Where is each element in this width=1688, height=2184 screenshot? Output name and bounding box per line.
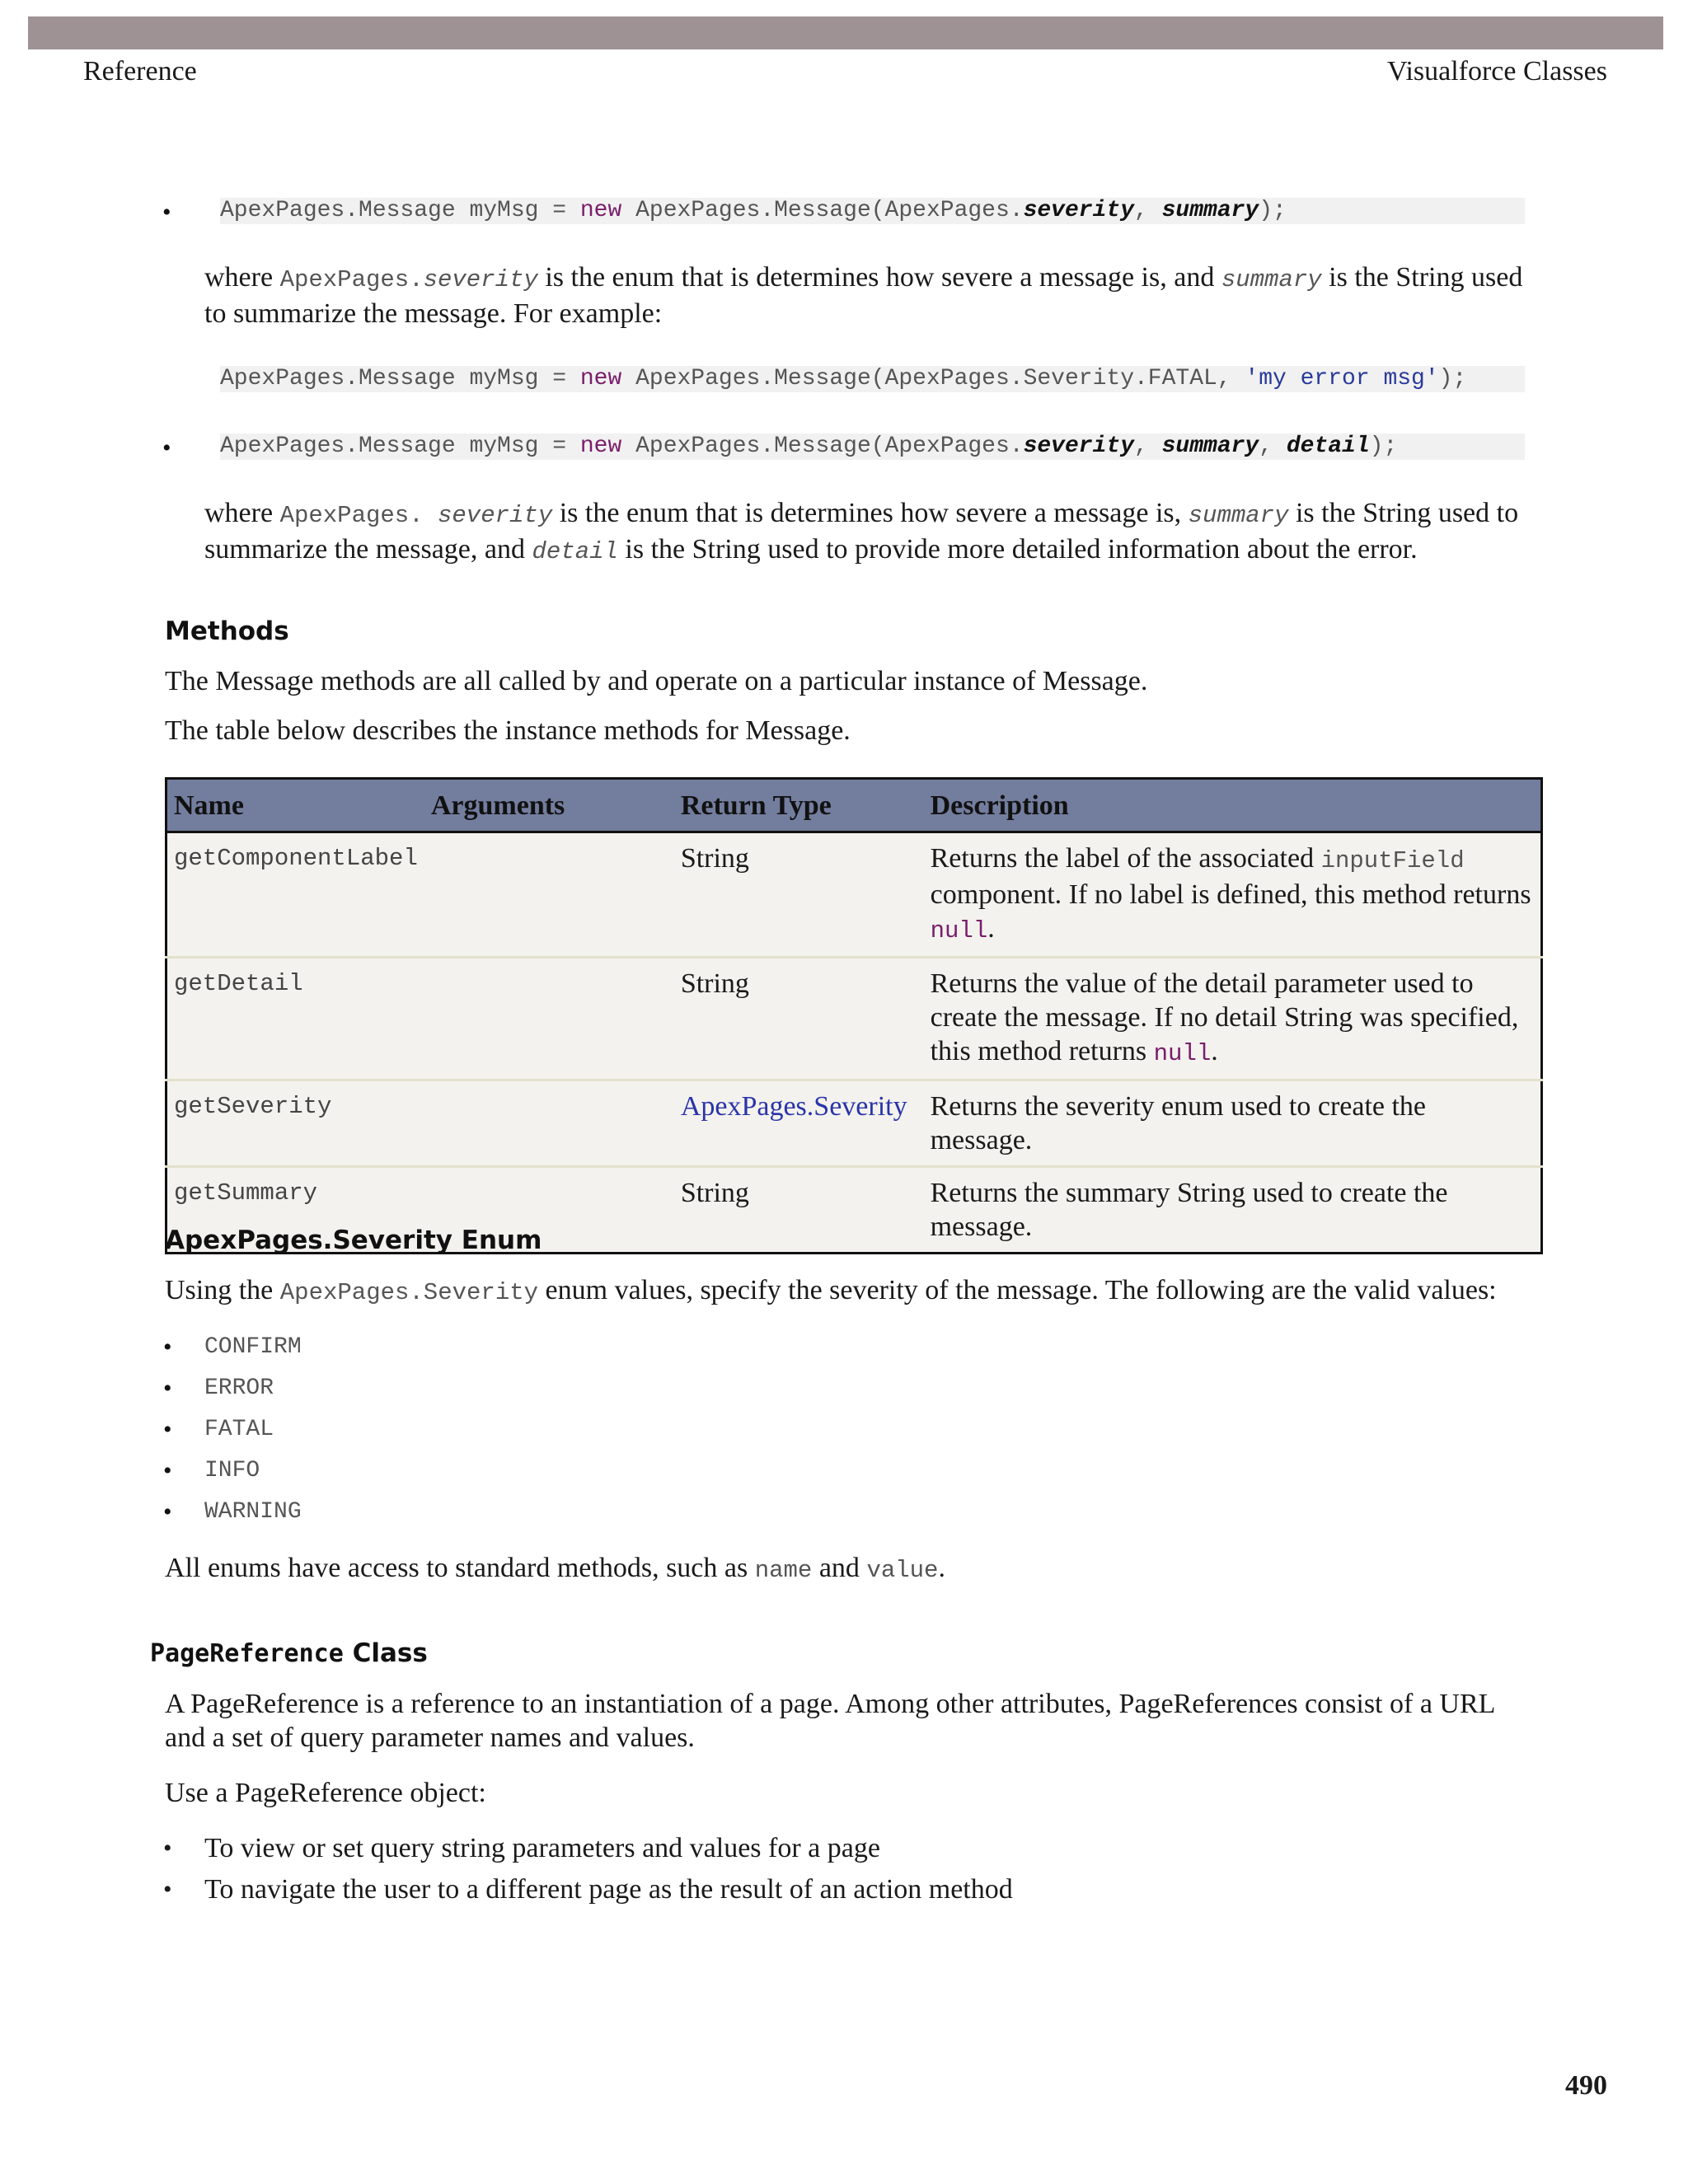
table-row bbox=[166, 1080, 1542, 1167]
method-description: Returns the value of the detail parameter used to create the message. If no detail String was specified, this method returns null. bbox=[924, 958, 1542, 1080]
pagereference-use-intro: Use a PageReference object: bbox=[165, 1778, 486, 1808]
method-args bbox=[424, 958, 674, 1080]
list-item: • To view or set query string parameters and values for a page bbox=[157, 1828, 1013, 1869]
severity-values-list bbox=[157, 1327, 302, 1533]
method-name: getComponentLabel bbox=[166, 832, 424, 958]
method-return-type: String bbox=[674, 832, 924, 958]
method-return-type: String bbox=[674, 1167, 924, 1254]
list-item: • WARNING bbox=[157, 1492, 302, 1533]
table-header-row bbox=[166, 779, 1542, 832]
column-header-return-type: Return Type bbox=[674, 779, 924, 832]
list-item: • FATAL bbox=[157, 1409, 302, 1451]
enum-methods-note: All enums have access to standard methods, such as name and value. bbox=[165, 1553, 945, 1584]
list-item: • CONFIRM bbox=[157, 1327, 302, 1368]
pagereference-description: A PageReference is a reference to an instantiation of a page. Among other attributes, PageReferences consist of a URL and a set of query parameter names and values. bbox=[165, 1689, 1495, 1753]
column-header-arguments: Arguments bbox=[424, 779, 674, 832]
table-row bbox=[166, 958, 1542, 1080]
methods-heading: Methods bbox=[165, 616, 289, 646]
methods-intro: The Message methods are all called by and operate on a particular instance of Message. bbox=[165, 666, 1148, 696]
column-header-description: Description bbox=[924, 779, 1542, 832]
method-return-type-link[interactable]: ApexPages.Severity bbox=[674, 1080, 924, 1167]
method-name: getSummary bbox=[166, 1167, 424, 1254]
severity-enum-intro: Using the ApexPages.Severity enum values, specify the severity of the message. The following are the valid values: bbox=[165, 1275, 1497, 1306]
severity-enum-heading: ApexPages.Severity Enum bbox=[165, 1226, 542, 1255]
pagereference-uses-list bbox=[157, 1828, 1013, 1910]
method-description: Returns the severity enum used to create the message. bbox=[924, 1080, 1542, 1167]
methods-table bbox=[165, 777, 1543, 1254]
header-right: Visualforce Classes bbox=[1386, 56, 1607, 87]
constructor-signature-1: ApexPages.Message myMsg = new ApexPages.Message(ApexPages.severity, summary); bbox=[220, 198, 1525, 224]
method-name: getDetail bbox=[166, 958, 424, 1080]
method-name: getSeverity bbox=[166, 1080, 424, 1167]
list-item: • To navigate the user to a different page as the result of an action method bbox=[157, 1869, 1013, 1910]
column-header-name: Name bbox=[166, 779, 424, 832]
method-description: Returns the label of the associated inputField component. If no label is defined, this method returns null. bbox=[924, 832, 1542, 958]
page-number: 490 bbox=[1565, 2070, 1607, 2101]
bullet: • bbox=[162, 199, 171, 226]
methods-table-intro: The table below describes the instance methods for Message. bbox=[165, 715, 851, 746]
table-row bbox=[166, 832, 1542, 958]
bullet: • bbox=[162, 434, 171, 462]
method-args bbox=[424, 1080, 674, 1167]
pagereference-heading: PageReference Class bbox=[150, 1638, 428, 1668]
method-return-type: String bbox=[674, 958, 924, 1080]
method-description: Returns the summary String used to create the message. bbox=[924, 1167, 1542, 1254]
list-item: • INFO bbox=[157, 1451, 302, 1492]
list-item: • ERROR bbox=[157, 1368, 302, 1409]
constructor-2-description: where ApexPages. severity is the enum that is determines how severe a message is, summary is the String used to summarize the message, and detail is the String used to provide more detailed information about the error. bbox=[204, 498, 1519, 565]
header-bar bbox=[28, 16, 1663, 49]
example-code: ApexPages.Message myMsg = new ApexPages.Message(ApexPages.Severity.FATAL, 'my error msg'); bbox=[220, 366, 1525, 392]
constructor-signature-2: ApexPages.Message myMsg = new ApexPages.Message(ApexPages.severity, summary, detail); bbox=[220, 434, 1525, 460]
method-args bbox=[424, 832, 674, 958]
header-left: Reference bbox=[83, 56, 197, 87]
constructor-1-description: where ApexPages.severity is the enum that is determines how severe a message is, and summary is the String used to summarize the message. For example: bbox=[204, 262, 1523, 329]
